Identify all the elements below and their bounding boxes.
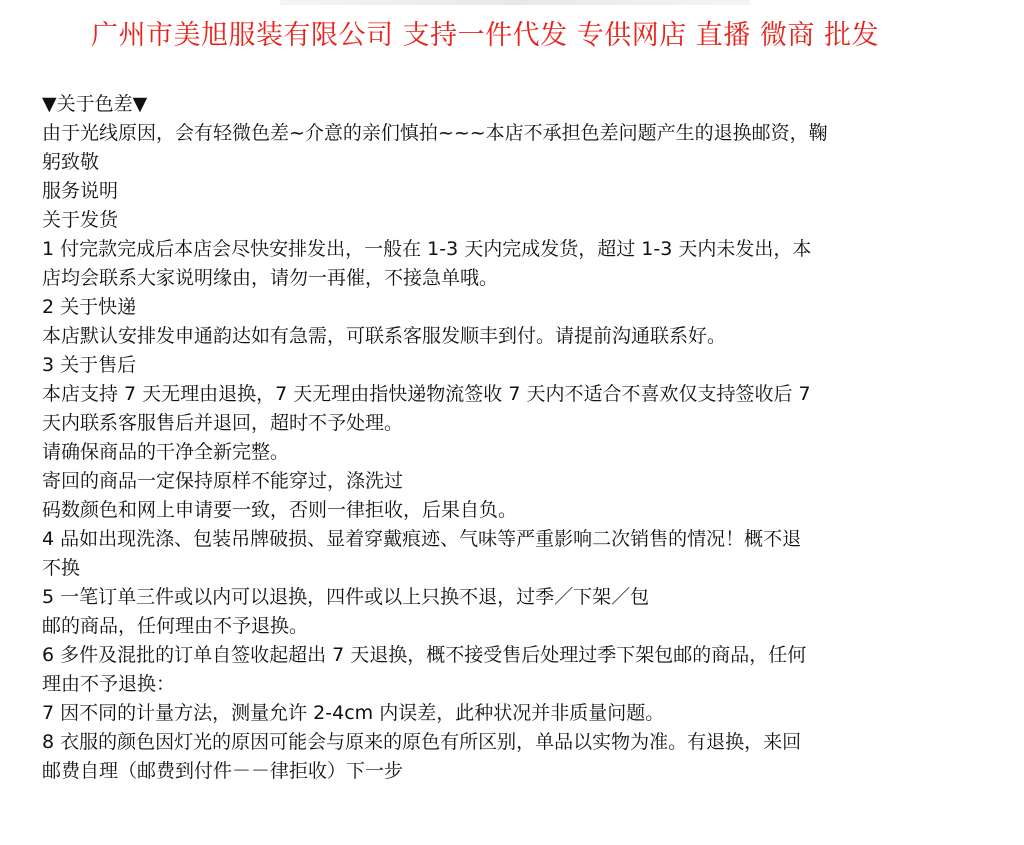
notice-line: 1 付完款完成后本店会尽快安排发出，一般在 1-3 天内完成发货，超过 1-3 天内未发出，本: [42, 238, 812, 260]
service-description-heading: 服务说明: [42, 180, 119, 202]
notice-line: 本店支持 7 天无理由退换，7 天无理由指快递物流签收 7 天内不适合不喜欢仅支持签收后 7: [42, 383, 811, 405]
notice-line: 由于光线原因，会有轻微色差~介意的亲们慎拍~~~本店不承担色差问题产生的退换邮资，鞠: [42, 122, 828, 144]
color-difference-heading: ▼关于色差▼: [42, 93, 148, 115]
service-notice: [42, 90, 872, 786]
notice-line: 天内联系客服售后并退回，超时不予处理。: [42, 412, 404, 434]
company-banner-title: 广州市美旭服装有限公司 支持一件代发 专供网店 直播 微商 批发: [91, 20, 879, 51]
notice-line: 7 因不同的计量方法，测量允许 2-4cm 内误差，此种状况并非质量问题。: [42, 702, 665, 724]
notice-line: 店均会联系大家说明缘由，请勿一再催，不接急单哦。: [42, 267, 499, 289]
notice-line: 邮费自理（邮费到付件－－律拒收）下一步: [42, 760, 404, 782]
courier-heading: 2 关于快递: [42, 296, 137, 318]
top-decorative-strip: [280, 0, 750, 5]
notice-line: 4 品如出现洗涤、包装吊牌破损、显着穿戴痕迹、气味等严重影响二次销售的情况！概不退: [42, 528, 802, 550]
notice-line: 躬致敬: [42, 151, 100, 173]
notice-line: 码数颜色和网上申请要一致，否则一律拒收，后果自负。: [42, 499, 518, 521]
notice-line: 不换: [42, 557, 81, 579]
notice-line: 寄回的商品一定保持原样不能穿过，涤洗过: [42, 470, 404, 492]
shipping-heading: 关于发货: [42, 209, 119, 231]
notice-line: 5 一笔订单三件或以内可以退换，四件或以上只换不退，过季／下架／包: [42, 586, 650, 608]
notice-line: 6 多件及混批的订单自签收起超出 7 天退换，概不接受售后处理过季下架包邮的商品，任何: [42, 644, 807, 666]
notice-line: 8 衣服的颜色因灯光的原因可能会与原来的原色有所区别，单品以实物为准。有退换，来回: [42, 731, 802, 753]
after-sales-heading: 3 关于售后: [42, 354, 137, 376]
notice-line: 请确保商品的干净全新完整。: [42, 441, 290, 463]
notice-line: 理由不予退换：: [42, 673, 176, 695]
notice-line: 邮的商品，任何理由不予退换。: [42, 615, 309, 637]
notice-line: 本店默认安排发申通韵达如有急需，可联系客服发顺丰到付。请提前沟通联系好。: [42, 325, 727, 347]
